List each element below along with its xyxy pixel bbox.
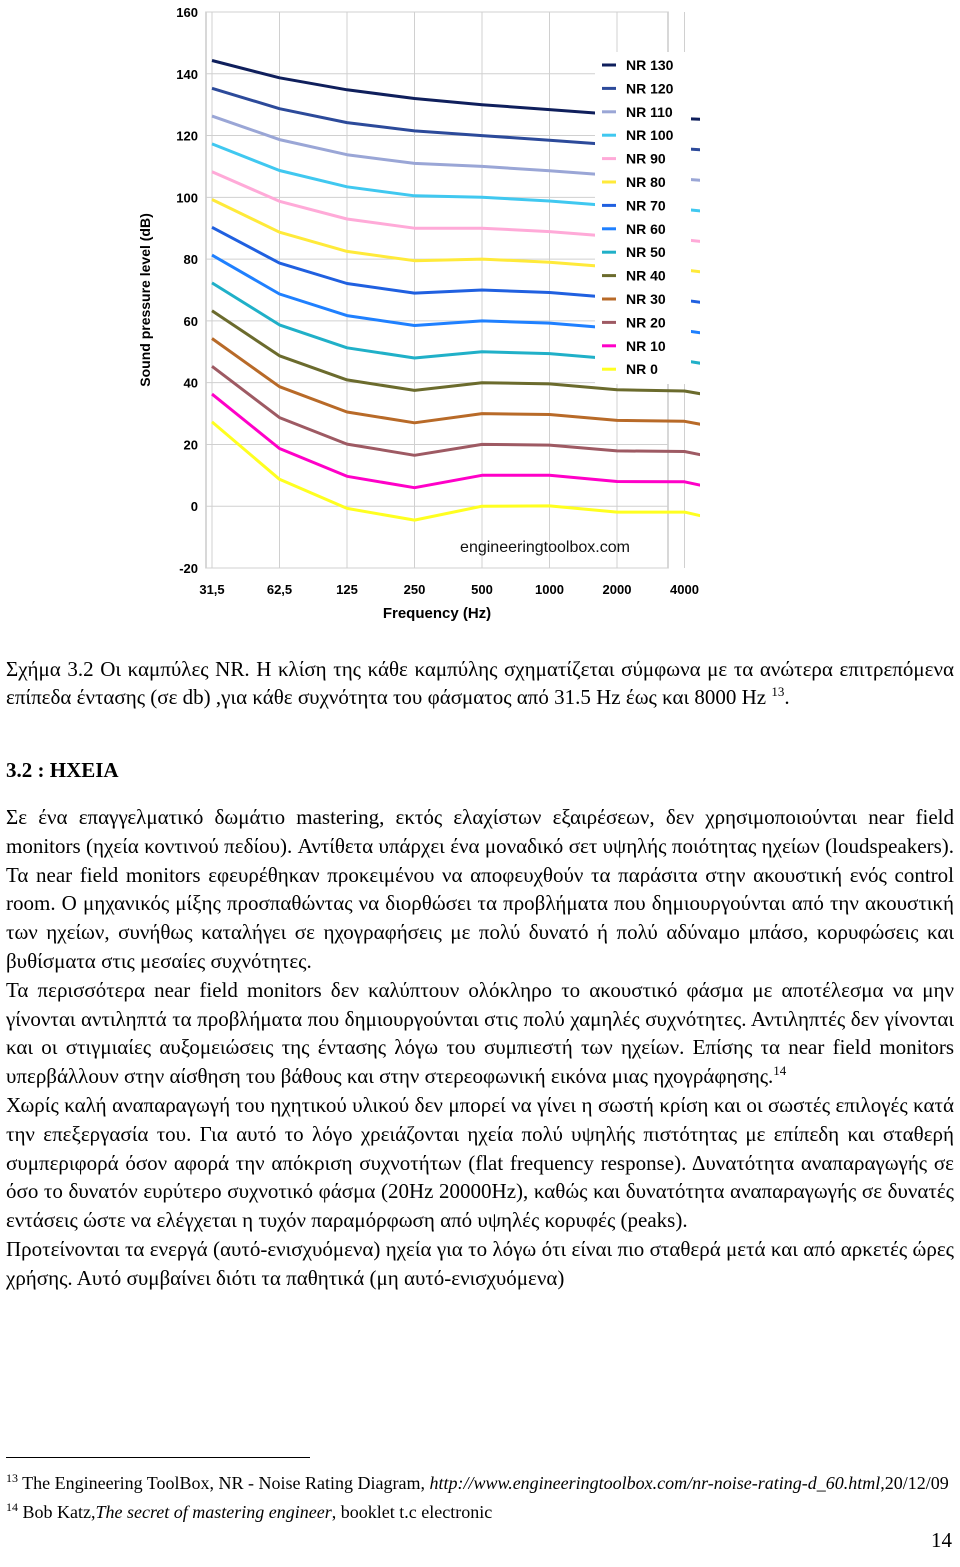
legend-label: NR 60 bbox=[626, 220, 666, 237]
x-axis-label: Frequency (Hz) bbox=[382, 605, 492, 622]
x-tick-labels bbox=[199, 582, 699, 597]
y-tick-label: 20 bbox=[183, 437, 198, 453]
paragraph-text: Σε ένα επαγγελματικό δωμάτιο mastering, εκτός ελαχίστων εξαιρέσεων, δεν χρησιμοποιούνται near field monitors (ηχεία κοντινού πεδίου). Αντίθετα υπάρχει ένα μοναδικό σετ υψηλής ποιότητας ηχείων (loudspeakers). Τα near field monitors εφευρέθηκαν προκειμένου να αποφευχθούν τα παράσιτα στην ακουστική ενός control room. Ο μηχανικός μίξης προσπαθώντας να διορθώσει τα προβλήματα που δημιουργούνται από την ακουστική των ηχείων, συνήθως καταλήγει σε ηχογραφήσεις με πολύ δυνατό ή πολύ αδύναμο μπάσο, κορυφώσεις και βυθίσματα στις μεσαίες συχνότητες. bbox=[6, 805, 954, 973]
footnote-date: ,20/12/09 bbox=[880, 1473, 949, 1493]
paragraph bbox=[6, 1091, 954, 1235]
legend-label: NR 10 bbox=[626, 337, 666, 354]
legend-label: NR 100 bbox=[626, 127, 674, 144]
x-tick-label: 125 bbox=[336, 582, 358, 597]
legend-label: NR 120 bbox=[626, 80, 674, 97]
y-tick-label: 140 bbox=[176, 66, 198, 82]
y-tick-label: 60 bbox=[183, 313, 198, 329]
legend-label: NR 90 bbox=[626, 150, 666, 167]
footnote-text: The Engineering ToolBox, NR - Noise Rating Diagram, bbox=[18, 1473, 430, 1493]
nr-curves-chart bbox=[120, 0, 700, 640]
footnote-separator bbox=[6, 1457, 310, 1458]
paragraph bbox=[6, 976, 954, 1091]
x-tick-label: 31,5 bbox=[199, 582, 225, 597]
caption-footnote-ref: 13 bbox=[771, 684, 785, 699]
paragraph-text: Χωρίς καλή αναπαραγωγή του ηχητικού υλικού δεν μπορεί να γίνει η σωστή κρίση και οι σωστές επιλογές κατά την επεξεργασία του. Για αυτό το λόγο χρειάζονται ηχεία πολύ υψηλής πιστότητας με επίπεδη και σταθερή συμπεριφορά όσον αφορά την απόκριση συχνοτήτων (flat frequency response). Δυνατότητα αναπαραγωγής σε όσο το δυνατόν ευρύτερο συχνοτικό φάσμα (20Hz 20000Hz), καθώς και δυνατότητα αναπαραγωγής σε δυνατές εντάσεις ώστε να ελέγχεται η τυχόν παραμόρφωση από υψηλές κορυφές (peaks). bbox=[6, 1092, 954, 1233]
legend-label: NR 0 bbox=[626, 361, 658, 378]
y-tick-label: -20 bbox=[179, 561, 198, 576]
footnote-link[interactable]: http://www.engineeringtoolbox.com/nr-noise-rating-d_60.html bbox=[429, 1473, 881, 1493]
footnote-number: 13 bbox=[6, 1471, 18, 1485]
y-tick-label: 80 bbox=[183, 252, 198, 268]
y-tick-label: 100 bbox=[176, 190, 198, 206]
watermark: engineeringtoolbox.com bbox=[460, 539, 630, 556]
y-tick-label: 120 bbox=[176, 128, 198, 144]
legend-label: NR 30 bbox=[626, 291, 666, 307]
legend-label: NR 40 bbox=[626, 267, 666, 284]
page-number: 14 bbox=[931, 1528, 952, 1552]
caption-text: Σχήμα 3.2 Οι καμπύλες NR. Η κλίση της κάθε καμπύλης σχηματίζεται σύμφωνα με τα ανώτερα επιτρεπόμενα επίπεδα έντασης (σε db) ,για κάθε συχνότητα του φάσματος από 31.5 Hz έως και 8000 Hz bbox=[6, 657, 954, 709]
paragraph-text: Προτείνονται τα ενεργά (αυτό-ενισχυόμενα) ηχεία για το λόγω ότι είναι πιο σταθερά μετά και από αρκετές ώρες χρήσης. Αυτό συμβαίνει διότι τα παθητικά (μη αυτό-ενισχυόμενα) bbox=[6, 1236, 954, 1290]
legend-label: NR 130 bbox=[626, 57, 674, 73]
x-tick-label: 2000 bbox=[602, 582, 632, 597]
y-tick-label: 0 bbox=[190, 499, 198, 515]
y-tick-label: 160 bbox=[176, 5, 198, 20]
footnote-number: 14 bbox=[6, 1500, 18, 1514]
footnote-ref: 14 bbox=[773, 1063, 787, 1079]
body-text bbox=[6, 803, 954, 1293]
legend-label: NR 20 bbox=[626, 314, 666, 331]
x-tick-label: 500 bbox=[471, 582, 493, 597]
footnote-text: , booklet t.c electronic bbox=[331, 1502, 493, 1522]
figure-caption bbox=[6, 655, 954, 711]
footnotes bbox=[6, 1466, 954, 1524]
y-axis-label: Sound pressure level (dB) bbox=[137, 213, 153, 387]
paragraph bbox=[6, 1235, 954, 1293]
legend-label: NR 80 bbox=[626, 174, 666, 190]
x-tick-label: 4000 bbox=[670, 582, 699, 597]
footnote-13 bbox=[6, 1466, 954, 1495]
paragraph bbox=[6, 803, 954, 976]
legend-background bbox=[595, 52, 691, 384]
footnote-title: The secret of mastering engineer bbox=[95, 1502, 332, 1522]
y-tick-labels bbox=[176, 5, 198, 576]
footnote-14 bbox=[6, 1495, 954, 1524]
paragraph-text: Τα περισσότερα near field monitors δεν καλύπτουν ολόκληρο το ακουστικό φάσμα με αποτέλεσμα να μην γίνονται αντιληπτά τα προβλήματα που δημιουργούνται στις πολύ χαμηλές συχνότητες. Αντιληπτές δεν γίνονται και οι στιγμιαίες αυξομειώσεις της έντασης λόγω του συμπιεστή των ηχείων. Επίσης τα near field monitors υπερβάλλουν στην αίσθηση του βάθους και στην στερεοφωνική εικόνα μιας ηχογράφησης. bbox=[6, 977, 954, 1089]
legend-label: NR 110 bbox=[626, 103, 673, 120]
legend bbox=[595, 52, 691, 384]
caption-end: . bbox=[784, 685, 790, 709]
x-tick-label: 250 bbox=[403, 582, 426, 597]
footnote-author: Bob Katz, bbox=[18, 1502, 96, 1522]
y-tick-label: 40 bbox=[183, 375, 198, 391]
section-heading: 3.2 : ΗΧΕΙΑ bbox=[6, 758, 119, 782]
x-tick-label: 62,5 bbox=[266, 582, 293, 597]
x-tick-label: 1000 bbox=[535, 582, 564, 597]
legend-label: NR 70 bbox=[626, 197, 666, 214]
legend-label: NR 50 bbox=[626, 244, 666, 261]
